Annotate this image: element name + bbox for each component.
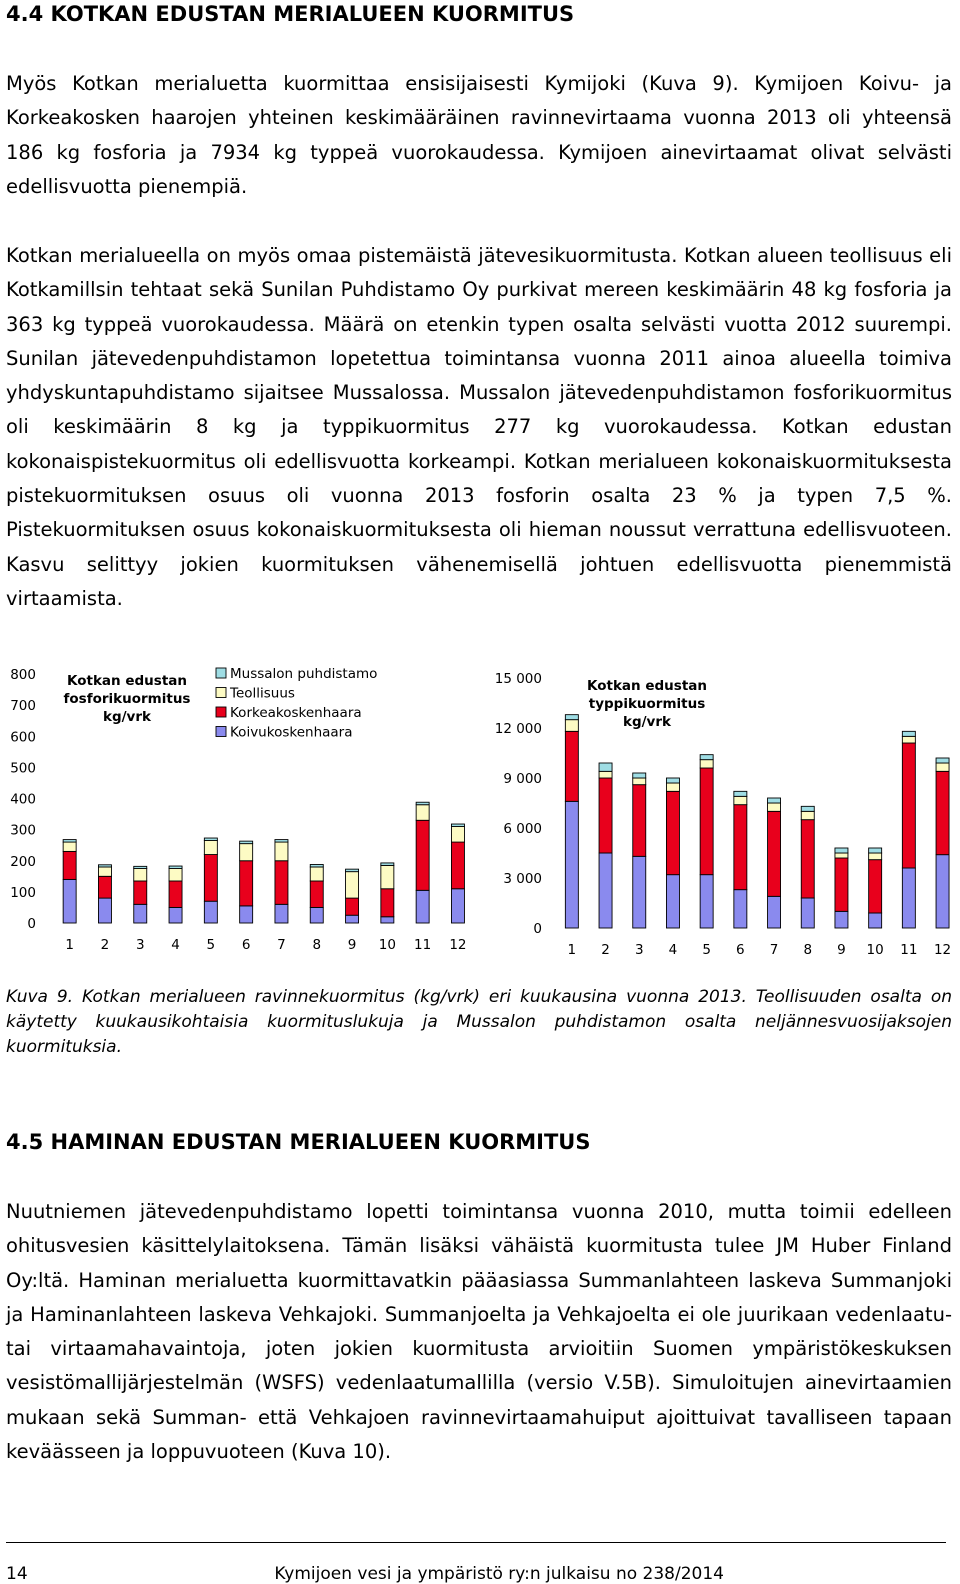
- phosphorus-chart: [0, 660, 480, 960]
- phosphorus-bar-segment: [416, 805, 429, 821]
- publication-name: Kymijoen vesi ja ympäristö ry:n julkaisu no 238/2014: [274, 1564, 724, 1584]
- nitrogen-bar-segment: [633, 856, 646, 928]
- nitrogen-bar-segment: [869, 860, 882, 913]
- phosphorus-xtick-label: 4: [171, 937, 180, 953]
- nitrogen-xtick-label: 10: [866, 942, 884, 958]
- nitrogen-bar-segment: [734, 791, 747, 796]
- nitrogen-bar-segment: [902, 736, 915, 743]
- phosphorus-bar-segment: [204, 838, 217, 840]
- phosphorus-bar-segment: [275, 904, 288, 923]
- nitrogen-bar-segment: [700, 875, 713, 928]
- nitrogen-xtick-label: 7: [769, 942, 779, 958]
- phosphorus-ytick-label: 800: [10, 667, 36, 683]
- phosphorus-xtick-label: 1: [65, 937, 74, 953]
- nitrogen-bar-segment: [565, 720, 578, 732]
- phosphorus-bar-segment: [98, 876, 111, 898]
- nitrogen-bar-segment: [734, 805, 747, 890]
- nitrogen-ytick-label: 15 000: [494, 671, 542, 687]
- nitrogen-bar-segment: [835, 853, 848, 858]
- phosphorus-ytick-label: 700: [10, 698, 36, 715]
- nitrogen-ytick-label: 12 000: [494, 721, 542, 737]
- nitrogen-bar-segment: [835, 848, 848, 853]
- phosphorus-bar-segment: [381, 865, 394, 888]
- nitrogen-xtick-label: 2: [601, 942, 610, 958]
- nitrogen-bar-segment: [734, 796, 747, 804]
- nitrogen-xtick-label: 9: [837, 942, 846, 958]
- phosphorus-bar-segment: [63, 851, 76, 879]
- page-number: 14: [6, 1564, 28, 1584]
- nitrogen-xtick-label: 11: [900, 942, 918, 958]
- nitrogen-bar-segment: [801, 806, 814, 811]
- nitrogen-bar-segment: [768, 896, 781, 928]
- phosphorus-bar-segment: [240, 844, 253, 861]
- phosphorus-bar-segment: [346, 898, 359, 915]
- phosphorus-bar-segment: [63, 879, 76, 923]
- nitrogen-chart-title-1: Kotkan edustan: [587, 678, 707, 694]
- nitrogen-bar-segment: [666, 791, 679, 874]
- nitrogen-bar-segment: [565, 731, 578, 801]
- phosphorus-bar-segment: [240, 906, 253, 923]
- phosphorus-bar-segment: [63, 840, 76, 842]
- phosphorus-bar-segment: [134, 904, 147, 923]
- phosphorus-ytick-label: 500: [10, 760, 36, 777]
- phosphorus-chart-title-3: kg/vrk: [102, 709, 152, 725]
- paragraph-hamina: Nuutniemen jätevedenpuhdistamo lopetti toimintansa vuonna 2010, mutta toimii edelleen ohitusvesien käsittelylaitoksena. Tämän lisäksi vähäistä kuormitusta tulee JM Huber Finland Oy:ltä. Haminan merialuetta kuormittavatkin pääasiassa Summanlahteen laskeva Summanjoki ja Haminanlahteen laskeva Vehkajoki. Summanjoelta ja Vehkajoelta ei ole juurikaan vedenlaatu- tai virtaamahavaintoja, joten jokien kuormitusta arvioitiin Suomen ympäristökeskuksen vesistömallijärjestelmän (WSFS) vedenlaatumallilla (versio V.5B). Simuloitujen ainevirtaamien mukaan sekä Summan- että Vehkajoen ravinnevirtaamahuiput ajoittuivat tavalliseen tapaan keväässeen ja loppuvuoteen (Kuva 10).: [6, 1200, 952, 1464]
- phosphorus-bar-segment: [63, 842, 76, 851]
- phosphorus-xtick-label: 8: [312, 937, 322, 953]
- phosphorus-bar-segment: [204, 901, 217, 923]
- nitrogen-bar-segment: [936, 855, 949, 928]
- nitrogen-chart: [480, 660, 960, 960]
- phosphorus-bar-segment: [204, 841, 217, 855]
- phosphorus-xtick-label: 2: [100, 937, 110, 953]
- paragraph-kymijoki: Myös Kotkan merialuetta kuormittaa ensisijaisesti Kymijoki (Kuva 9). Kymijoen Koivu- ja Korkeakosken haarojen yhteinen keskimääräinen ravinnevirtaama vuonna 2013 oli yhteensä 186 kg fosforia ja 7934 kg typpeä vuorokaudessa. Kymijoen ainevirtaamat olivat selvästi edellisvuotta pienempiä.: [6, 72, 952, 198]
- nitrogen-bar-segment: [599, 763, 612, 771]
- phosphorus-bar-segment: [275, 842, 288, 861]
- legend-swatch: [216, 707, 226, 717]
- nitrogen-bar-segment: [700, 755, 713, 760]
- phosphorus-bar-segment: [346, 869, 359, 871]
- nitrogen-bar-segment: [599, 778, 612, 853]
- legend-label: Korkeakoskenhaara: [230, 705, 362, 721]
- phosphorus-bar-segment: [134, 869, 147, 881]
- nitrogen-chart-title-2: typpikuormitus: [588, 696, 706, 712]
- nitrogen-bar-segment: [869, 848, 882, 853]
- nitrogen-bar-segment: [768, 811, 781, 896]
- phosphorus-bar-segment: [381, 889, 394, 917]
- phosphorus-bar-segment: [275, 840, 288, 842]
- nitrogen-bar-segment: [801, 811, 814, 819]
- phosphorus-xtick-label: 9: [347, 937, 357, 953]
- nitrogen-bar-segment: [700, 760, 713, 768]
- nitrogen-bar-segment: [801, 820, 814, 898]
- nitrogen-bar-segment: [902, 868, 915, 928]
- phosphorus-bar-segment: [416, 820, 429, 890]
- section-heading-4-4: 4.4 KOTKAN EDUSTAN MERIALUEEN KUORMITUS: [6, 2, 575, 26]
- phosphorus-ytick-label: 400: [10, 791, 36, 808]
- legend-swatch: [216, 688, 226, 698]
- phosphorus-bar-segment: [134, 866, 147, 868]
- phosphorus-bar-segment: [310, 907, 323, 923]
- nitrogen-ytick-label: 0: [533, 921, 542, 937]
- nitrogen-bar-segment: [633, 778, 646, 785]
- paragraph-point-load: Kotkan merialueella on myös omaa pistemäistä jätevesikuormitusta. Kotkan alueen teollisuus eli Kotkamillsin tehtaat sekä Sunilan Puhdistamo Oy purkivat mereen keskimäärin 48 kg fosforia ja 363 kg typpeä vuorokaudessa. Määrä on etenkin typen osalta selvästi vuotta 2012 suurempi. Sunilan jätevedenpuhdistamon lopetettua toimintansa vuonna 2011 ainoa alueella toimiva yhdyskuntapuhdistamo sijaitsee Mussalossa. Mussalon jätevedenpuhdistamon fosforikuormitus oli keskimäärin 8 kg ja typpikuormitus 277 kg vuorokaudessa. Kotkan edustan kokonaispistekuormitus oli edellisvuotta korkeampi. Kotkan merialueen kokonaiskuormituksesta pistekuormituksen osuus oli vuonna 2013 fosforin osalta 23 % ja typen 7,5 %. Pistekuormituksen osuus kokonaiskuormituksesta oli hieman noussut verrattuna edellisvuoteen. Kasvu selittyy jokien kuormituksen vähenemisellä johtuen edellisvuotta pienemmistä virtaamista.: [6, 244, 952, 610]
- chart-legend: [216, 666, 377, 741]
- phosphorus-bar-segment: [240, 861, 253, 906]
- phosphorus-bar-segment: [134, 881, 147, 904]
- nitrogen-ytick-label: 3 000: [503, 871, 542, 887]
- nitrogen-bar-segment: [633, 773, 646, 778]
- phosphorus-chart-title-1: Kotkan edustan: [67, 673, 187, 689]
- nitrogen-bar-segment: [835, 858, 848, 911]
- phosphorus-xtick-label: 3: [135, 937, 145, 953]
- nitrogen-bar-segment: [633, 785, 646, 857]
- nitrogen-bar-segment: [599, 771, 612, 778]
- nitrogen-chart-title-3: kg/vrk: [622, 714, 672, 730]
- phosphorus-bar-segment: [204, 855, 217, 902]
- nitrogen-bar-segment: [902, 731, 915, 736]
- legend-label: Mussalon puhdistamo: [230, 666, 378, 682]
- nitrogen-bar-segment: [835, 911, 848, 928]
- nitrogen-ytick-label: 9 000: [503, 771, 542, 787]
- legend-swatch: [216, 668, 226, 678]
- footer-divider: [6, 1542, 946, 1543]
- nitrogen-xtick-label: 4: [668, 942, 678, 958]
- phosphorus-bar-segment: [451, 842, 464, 889]
- phosphorus-bar-segment: [240, 841, 253, 843]
- legend-label: Koivukoskenhaara: [230, 724, 353, 741]
- phosphorus-bar-segment: [381, 917, 394, 923]
- nitrogen-bar-segment: [768, 798, 781, 803]
- phosphorus-bar-segment: [310, 867, 323, 881]
- phosphorus-chart-title-2: fosforikuormitus: [63, 691, 191, 707]
- phosphorus-ytick-label: 0: [27, 916, 36, 932]
- nitrogen-bar-segment: [734, 890, 747, 928]
- nitrogen-bar-segment: [869, 853, 882, 860]
- phosphorus-bar-segment: [169, 907, 182, 923]
- nitrogen-ytick-label: 6 000: [503, 821, 542, 837]
- phosphorus-xtick-label: 6: [241, 937, 251, 953]
- phosphorus-xtick-label: 12: [449, 937, 467, 953]
- nitrogen-bar-segment: [565, 801, 578, 928]
- phosphorus-bar-segment: [98, 865, 111, 867]
- nitrogen-bar-segment: [565, 715, 578, 720]
- nitrogen-bar-segment: [801, 898, 814, 928]
- nitrogen-xtick-label: 3: [634, 942, 644, 958]
- legend-label: Teollisuus: [230, 685, 295, 702]
- phosphorus-ytick-label: 200: [10, 853, 36, 870]
- phosphorus-bar-segment: [169, 881, 182, 907]
- phosphorus-xtick-label: 10: [378, 937, 396, 953]
- nitrogen-bar-segment: [599, 853, 612, 928]
- phosphorus-bar-segment: [169, 869, 182, 881]
- phosphorus-ytick-label: 600: [10, 729, 36, 746]
- phosphorus-bar-segment: [346, 915, 359, 923]
- phosphorus-bar-segment: [451, 889, 464, 923]
- nitrogen-bar-segment: [666, 783, 679, 791]
- nitrogen-bar-segment: [768, 803, 781, 811]
- nitrogen-bar-segment: [700, 768, 713, 875]
- phosphorus-bar-segment: [310, 881, 323, 907]
- nitrogen-xtick-label: 8: [803, 942, 813, 958]
- phosphorus-bar-segment: [416, 802, 429, 804]
- nitrogen-xtick-label: 12: [933, 942, 952, 958]
- section-heading-4-5: 4.5 HAMINAN EDUSTAN MERIALUEEN KUORMITUS: [6, 1130, 591, 1154]
- phosphorus-bar-segment: [451, 824, 464, 826]
- figure-caption: Kuva 9. Kotkan merialueen ravinnekuormitus (kg/vrk) eri kuukausina vuonna 2013. Teollisuuden osalta on käytetty kuukausikohtaisia kuormituslukuja ja Mussalon puhdistamon osalta neljännesvuosijaksojen kuormituksia.: [6, 987, 952, 1057]
- phosphorus-xtick-label: 5: [206, 937, 216, 953]
- phosphorus-bar-segment: [346, 872, 359, 898]
- phosphorus-xtick-label: 7: [277, 937, 286, 953]
- legend-swatch: [216, 727, 226, 737]
- nitrogen-bar-segment: [936, 763, 949, 771]
- nitrogen-bar-segment: [869, 913, 882, 928]
- phosphorus-bar-segment: [169, 866, 182, 868]
- nitrogen-xtick-label: 1: [567, 942, 577, 958]
- nitrogen-bar-segment: [902, 743, 915, 868]
- phosphorus-xtick-label: 11: [414, 937, 432, 953]
- phosphorus-bar-segment: [98, 867, 111, 876]
- phosphorus-bar-segment: [310, 864, 323, 866]
- nitrogen-bar-segment: [666, 875, 679, 928]
- phosphorus-bar-segment: [381, 863, 394, 865]
- phosphorus-ytick-label: 100: [10, 884, 36, 901]
- phosphorus-bar-segment: [416, 890, 429, 923]
- nitrogen-bar-segment: [666, 778, 679, 783]
- phosphorus-ytick-label: 300: [10, 822, 36, 839]
- nitrogen-xtick-label: 6: [736, 942, 745, 958]
- nitrogen-bar-segment: [936, 758, 949, 763]
- nitrogen-xtick-label: 5: [702, 942, 711, 958]
- phosphorus-bar-segment: [275, 861, 288, 905]
- phosphorus-bar-segment: [98, 898, 111, 923]
- phosphorus-bar-segment: [451, 827, 464, 843]
- nitrogen-bar-segment: [936, 771, 949, 854]
